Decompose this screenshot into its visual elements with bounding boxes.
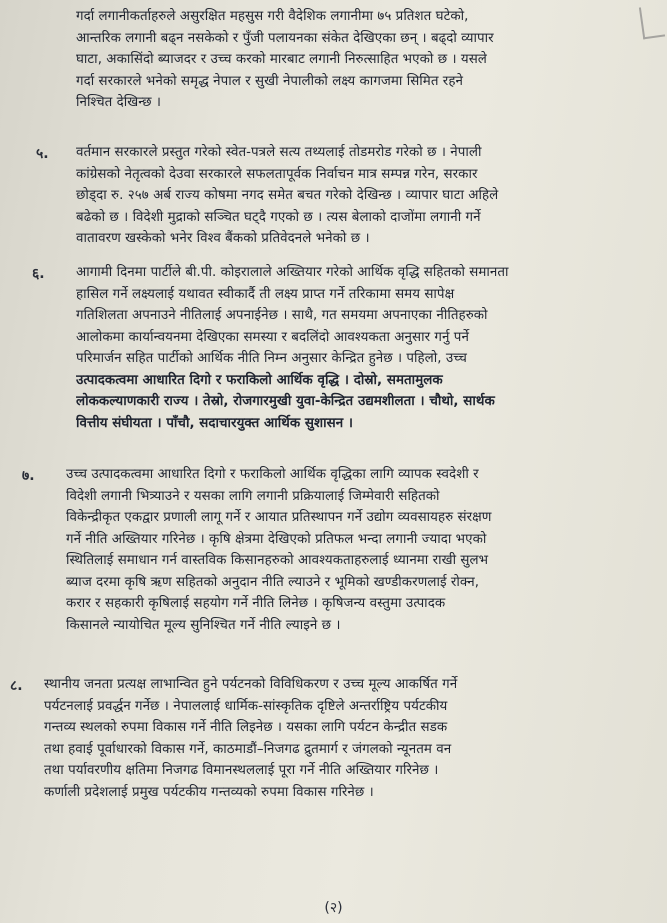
text-line: तथा हवाई पूर्वाधारको विकास गर्ने, काठमाडौं–निजगढ द्रुतमार्ग र जंगलको न्यूनतम वन (44, 741, 452, 757)
text-line: बढेको छ । विदेशी मुद्राको सञ्चित घट्दै गएको छ । त्यस बेलाको दाजोंमा लगानी गर्ने (76, 209, 481, 225)
text-line: वातावरण खस्केको भनेर विश्व बैंकको प्रतिवेदनले भनेको छ । (76, 231, 370, 246)
text-line: ब्याज दरमा कृषि ऋण सहितको अनुदान नीति ल्याउने र भूमिको खण्डीकरणलाई रोक्न, (66, 574, 480, 590)
text-line: निश्चित देखिन्छ । (76, 95, 162, 110)
text-line: स्थितिलाई समाधान गर्न वास्तविक किसानहरुको आवश्यकताहरुलाई ध्यानमा राखी सुलभ (66, 553, 489, 568)
text-line: विदेशी लगानी भित्र्याउने र यसका लागि लगानी प्रक्रियालाई जिम्मेवारी सहितको (66, 488, 440, 504)
text-line: स्थानीय जनता प्रत्यक्ष लाभान्वित हुने पर्यटनको विविधिकरण र उच्च मूल्य आकर्षित गर्ने (44, 677, 458, 692)
paragraph-continuation (76, 6, 645, 114)
text-line: आन्तरिक लगानी बढ्न नसकेको र पुँजी पलायनका संकेत देखिएका छन् । बढ्दो व्यापार (76, 30, 494, 46)
text-line: उच्च उत्पादकत्वमा आधारित दिगो र फराकिलो आर्थिक वृद्धिका लागि व्यापक स्वदेशी र (66, 467, 479, 482)
text-line: परिमार्जन सहित पार्टीको आर्थिक नीति निम्न अनुसार केन्द्रित हुनेछ । पहिलो, उच्च (76, 351, 467, 366)
page-number: (२) (324, 900, 343, 916)
text-line: छोड्दा रु. २५७ अर्ब राज्य कोषमा नगद समेत बचत गरेको देखिन्छ । व्यापार घाटा अहिले (76, 188, 499, 203)
text-line: घाटा, अकासिंदो ब्याजदर र उच्च करको मारबाट लगानी निरुत्साहित भएको छ । यसले (76, 52, 487, 67)
paragraph-7 (66, 464, 645, 636)
paragraph-number: ५. (36, 146, 49, 162)
text-line: उत्पादकत्वमा आधारित दिगो र फराकिलो आर्थिक वृद्धि । दोस्रो, समतामुलक (76, 372, 443, 388)
text-line: कर्णाली प्रदेशलाई प्रमुख पर्यटकीय गन्तव्यको रुपमा विकास गरिनेछ । (44, 784, 374, 800)
paragraph-6 (76, 262, 645, 434)
text-line: वर्तमान सरकारले प्रस्तुत गरेको स्वेत-पत्रले सत्य तथ्यलाई तोडमरोड गरेको छ । नेपाली (76, 145, 482, 160)
text-line: तथा पर्यावरणीय क्षतिमा निजगढ विमानस्थललाई पूरा गर्ने नीति अख्तियार गरिनेछ । (44, 763, 439, 778)
paragraph-8 (44, 674, 645, 803)
paragraph-number: ६. (32, 266, 45, 282)
paragraph-5 (76, 142, 645, 250)
text-line: गर्दा सरकारले भनेको समृद्ध नेपाल र सुखी नेपालीको लक्ष्य कागजमा सिमित रहने (76, 73, 463, 89)
text-line: गतिशिलता अपनाउने नीतिलाई अपनाईनेछ । साथै, गत समयमा अपनाएका नीतिहरुको (76, 308, 488, 323)
paragraph-number: ७. (22, 468, 35, 484)
text-line: पर्यटनलाई प्रवर्द्धन गर्नेछ । नेपाललाई धार्मिक-सांस्कृतिक दृष्टिले अन्तर्राष्ट्रिय पर्यटकीय (44, 698, 448, 714)
text-line: गर्दा लगानीकर्ताहरुले असुरक्षित महसुस गरी वैदेशिक लगानीमा ७५ प्रतिशत घटेको, (76, 9, 469, 24)
text-line: कांग्रेसको नेतृत्वको देउवा सरकारले सफलतापूर्वक निर्वाचन मात्र सम्पन्न गरेन, सरकार (76, 166, 478, 182)
text-line: लोककल्याणकारी राज्य । तेस्रो, रोजगारमुखी युवा-केन्द्रित उद्यमशीलता । चौथो, सार्थक (76, 394, 495, 409)
text-line: किसानले न्यायोचित मूल्य सुनिश्चित गर्ने नीति ल्याइने छ । (66, 617, 341, 633)
text-line: हासिल गर्ने लक्ष्यलाई यथावत स्वीकार्दै ती लक्ष्य प्राप्त गर्ने तरिकामा समय सापेक्ष (76, 286, 455, 302)
text-line: गर्ने नीति अख्तियार गरिनेछ । कृषि क्षेत्रमा देखिएको प्रतिफल भन्दा लगानी ज्यादा भएको (66, 531, 487, 547)
text-line: करार र सहकारी कृषिलाई सहयोग गर्ने नीति लिनेछ । कृषिजन्य वस्तुमा उत्पादक (66, 596, 446, 611)
text-line: आगामी दिनमा पार्टीले बी.पी. कोइरालाले अख्तियार गरेको आर्थिक वृद्धि सहितको समानता (76, 265, 509, 280)
paragraph-number: ८. (10, 678, 23, 694)
text-line: वित्तीय संघीयता । पाँचौ, सदाचारयुक्त आर्थिक सुशासन । (76, 415, 354, 431)
text-line: गन्तव्य स्थलको रुपमा विकास गर्ने नीति लिइनेछ । यसका लागि पर्यटन केन्द्रीत सडक (44, 720, 448, 735)
text-line: विकेन्द्रीकृत एकद्वार प्रणाली लागू गर्ने र आयात प्रतिस्थापन गर्ने उद्योग व्यवसायहरु संरक्षण (66, 510, 492, 525)
text-line: आलोकमा कार्यान्वयनमा देखिएका समस्या र बदलिंदो आवश्यकता अनुसार गर्नु पर्ने (76, 329, 469, 345)
